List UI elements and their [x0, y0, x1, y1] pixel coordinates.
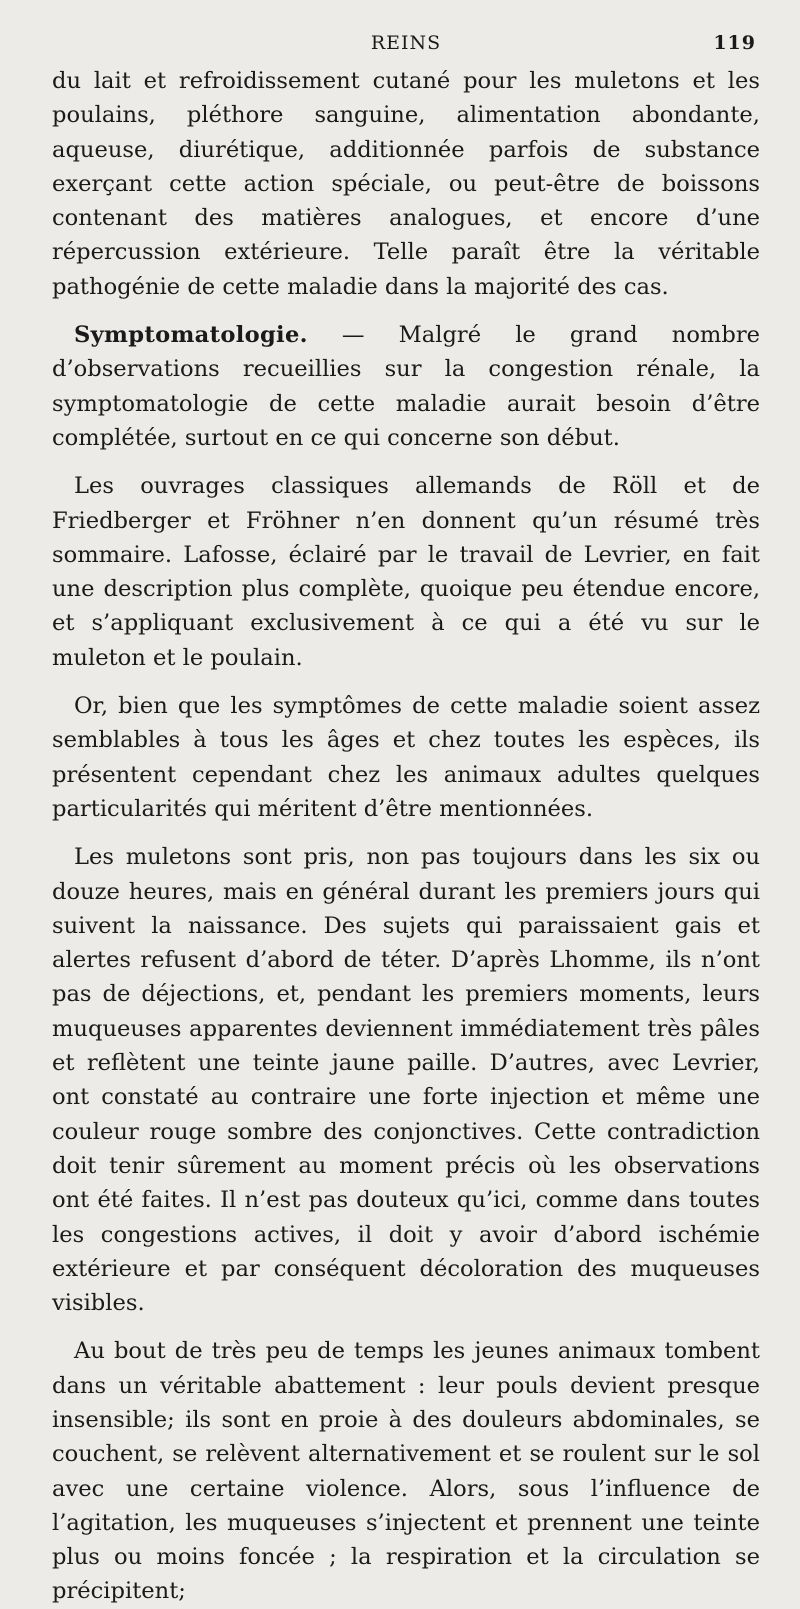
page-number: 119 — [713, 32, 756, 54]
paragraph-text: — Malgré le grand nombre d’observations recueillies sur la congestion rénale, la symptomatologie de cette maladie aurait besoin d’être complétée, surtout en ce qui concerne son début. — [52, 322, 760, 451]
paragraph-classic-works — [52, 469, 760, 675]
paragraph-text: Les ouvrages classiques allemands de Röll et de Friedberger et Fröhner n’en donnent qu’un résumé très sommaire. Lafosse, éclairé par le travail de Levrier, en fait une description plus complète, quoique peu étendue encore, et s’appliquant exclusivement à ce qui a été vu sur le muleton et le poulain. — [52, 473, 760, 671]
paragraph-progression — [52, 1334, 760, 1608]
paragraph-etiology-end — [52, 64, 760, 304]
body-text — [52, 64, 760, 1609]
paragraph-muletons — [52, 840, 760, 1320]
paragraph-text: Au bout de très peu de temps les jeunes animaux tombent dans un véritable abattement : leur pouls devient presque insensible; ils sont en proie à des douleurs abdominales, se couchent, se relèvent alternativement et se roulent sur le sol avec une certaine violence. Alors, sous l’influence de l’agitation, les muqueuses s’injectent et prennent une teinte plus ou moins foncée ; la respiration et la circulation se précipitent; — [52, 1338, 760, 1605]
paragraph-text: du lait et refroidissement cutané pour les muletons et les poulains, pléthore sanguine, alimentation abondante, aqueuse, diurétique, additionnée parfois de substance exerçant cette action spéciale, ou peut-être de boissons contenant des matières analogues, et encore d’une répercussion extérieure. Telle paraît être la véritable pathogénie de cette maladie dans la majorité des cas. — [52, 68, 760, 300]
section-heading: Symptomatologie. — [74, 322, 308, 349]
running-title: REINS — [370, 32, 442, 54]
paragraph-symptomatology — [52, 318, 760, 455]
paragraph-adults — [52, 689, 760, 826]
paragraph-text: Les muletons sont pris, non pas toujours dans les six ou douze heures, mais en général durant les premiers jours qui suivent la naissance. Des sujets qui paraissaient gais et alertes refusent d’abord de téter. D’après Lhomme, ils n’ont pas de déjections, et, pendant les premiers moments, leurs muqueuses apparentes deviennent immédiatement très pâles et reflètent une teinte jaune paille. D’autres, avec Levrier, ont constaté au contraire une forte injection et même une couleur rouge sombre des conjonctives. Cette contradiction doit tenir sûrement au moment précis où les observations ont été faites. Il n’est pas douteux qu’ici, comme dans toutes les congestions actives, il doit y avoir d’abord ischémie extérieure et par conséquent décoloration des muqueuses visibles. — [52, 844, 760, 1317]
paragraph-text: Or, bien que les symptômes de cette maladie soient assez semblables à tous les âges et chez toutes les espèces, ils présentent cependant chez les animaux adultes quelques particularités qui méritent d’être mentionnées. — [52, 693, 760, 822]
running-head — [52, 30, 760, 64]
